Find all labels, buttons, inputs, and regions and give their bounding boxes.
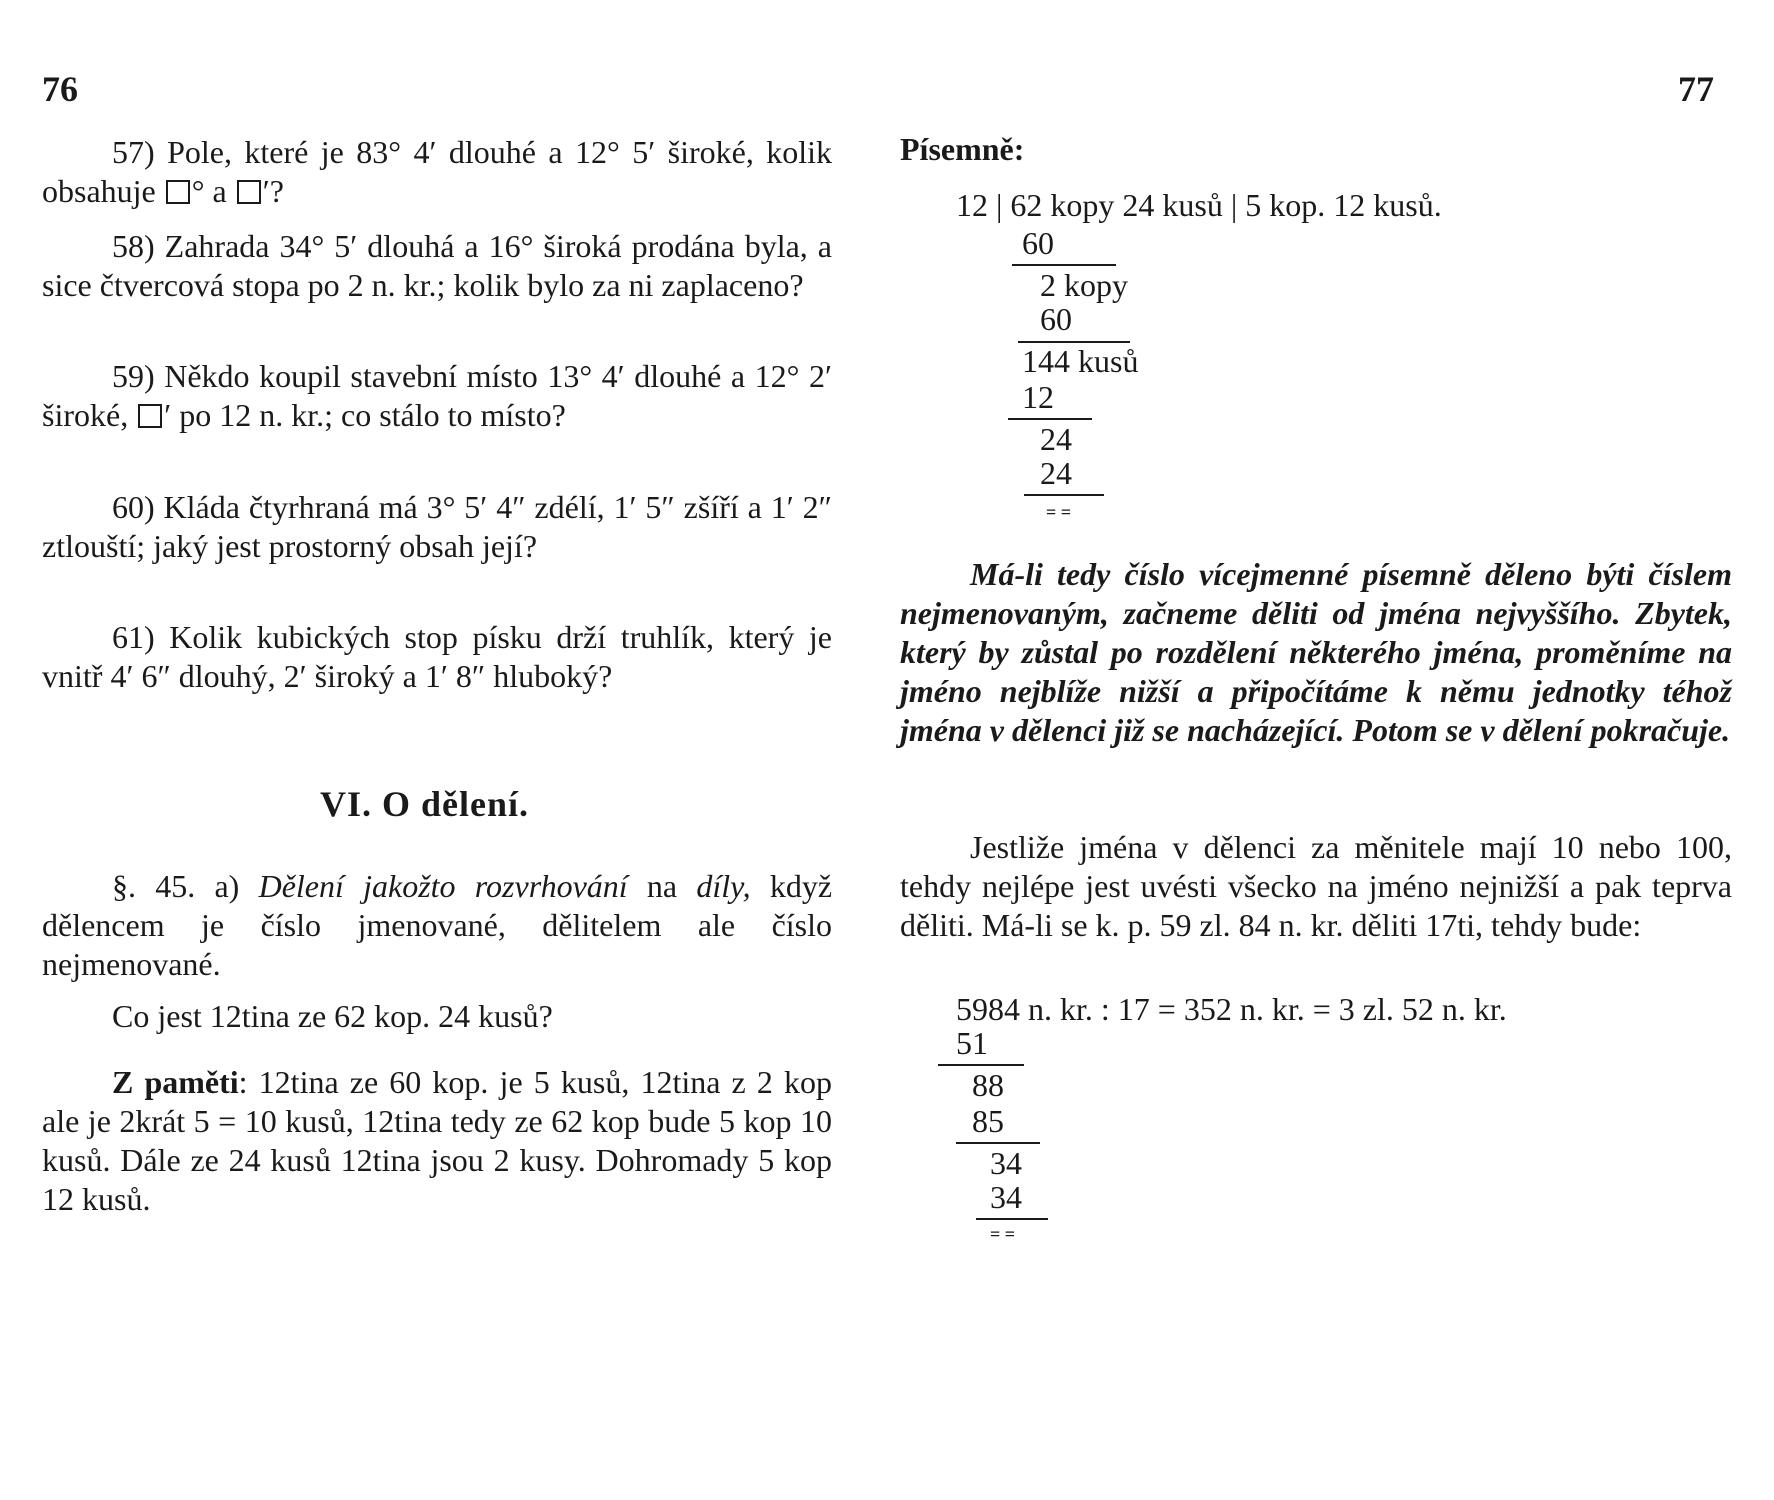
left-page [0, 0, 880, 1500]
calc2-line: 88 [972, 1067, 1004, 1103]
mental-solution: Z paměti: 12tina ze 60 kop. je 5 kusů, 12tina z 2 kop ale je 2krát 5 = 10 kusů, 12tina tedy ze 62 kop bude 5 kop 10 kusů. Dále ze 24 kusů 12tina jsou 2 kusy. Dohromady 5 kop 12 kusů. [42, 1064, 833, 1217]
paragraph-jestlize: Jestliže jména v dělenci za měnitele mají 10 nebo 100, tehdy nejlépe jest uvésti všecko na jméno nejnižší a pak teprva děliti. Má-li se k. p. 59 zl. 84 n. kr. děliti 17ti, tehdy bude: [900, 829, 1732, 943]
page-number-right: 77 [1678, 69, 1714, 109]
exercise-57: 57) Pole, které je 83° 4′ dlouhé a 12° 5′ široké, kolik obsahuje ° a ′? [42, 134, 833, 209]
calc2-line: 51 [956, 1025, 988, 1061]
square-symbol-icon [166, 180, 190, 204]
written-label: Písemně: [900, 131, 1025, 167]
calc1-line: 24 [1040, 455, 1072, 491]
calc2-line: 34 [990, 1145, 1022, 1181]
square-symbol-icon [138, 404, 162, 428]
exercise-59: 59) Někdo koupil stavební místo 13° 4′ dlouhé a 12° 2′ široké, ′ po 12 n. kr.; co stálo to místo? [42, 358, 832, 433]
calc1-line: 2 kopy [1040, 267, 1128, 303]
rule-paragraph: Má-li tedy číslo vícejmenné písemně děleno býti číslem nejmenovaným, začneme děliti od jména nejvyššího. Zbytek, který by zůstal po rozdělení některého jména, proměníme na jméno nejblíže nižší a připočítáme k němu jednotky téhož jména v dělenci již se nacházející. Potom se v dělení pokračuje. [900, 556, 1732, 748]
calc1-line: 144 kusů [1022, 343, 1139, 379]
section-heading: VI. O dělení. [320, 784, 530, 824]
page-number-left: 76 [42, 69, 78, 109]
exercise-60: 60) Kláda čtyrhraná má 3° 5′ 4″ zdélí, 1′ 5″ zšíří a 1′ 2″ ztlouští; jaký jest prostorný obsah její? [42, 489, 832, 564]
calc1-line: 60 [1040, 301, 1072, 337]
calc1-line: 12 [1022, 379, 1054, 415]
square-symbol-icon [237, 180, 261, 204]
calc1-line: 24 [1040, 421, 1072, 457]
calc1-line: 60 [1022, 225, 1054, 261]
right-page [900, 0, 1774, 1500]
calc1-rule [1024, 494, 1104, 496]
question: Co jest 12tina ze 62 kop. 24 kusů? [112, 998, 553, 1034]
exercise-58: 58) Zahrada 34° 5′ dlouhá a 16° široká prodána byla, a sice čtvercová stopa po 2 n. kr.; kolik bylo za ni zaplaceno? [42, 228, 832, 303]
calc1-end-mark: = = [1046, 502, 1072, 522]
exercise-61: 61) Kolik kubických stop písku drží truhlík, který je vnitř 4′ 6″ dlouhý, 2′ široký a 1′ 8″ hluboký? [42, 619, 832, 694]
calc2-rule [976, 1218, 1048, 1220]
calc2-line: 85 [972, 1103, 1004, 1139]
calc2-end-mark: = = [990, 1224, 1016, 1244]
calc2-header: 5984 n. kr. : 17 = 352 n. kr. = 3 zl. 52 n. kr. [956, 991, 1507, 1027]
paragraph-45: §. 45. a) Dělení jakožto rozvrhování na díly, když dělencem je číslo jmenované, dělitelem ale číslo nejmenované. [42, 868, 833, 982]
calc1-header: 12 | 62 kopy 24 kusů | 5 kop. 12 kusů. [956, 187, 1442, 223]
calc2-line: 34 [990, 1179, 1022, 1215]
